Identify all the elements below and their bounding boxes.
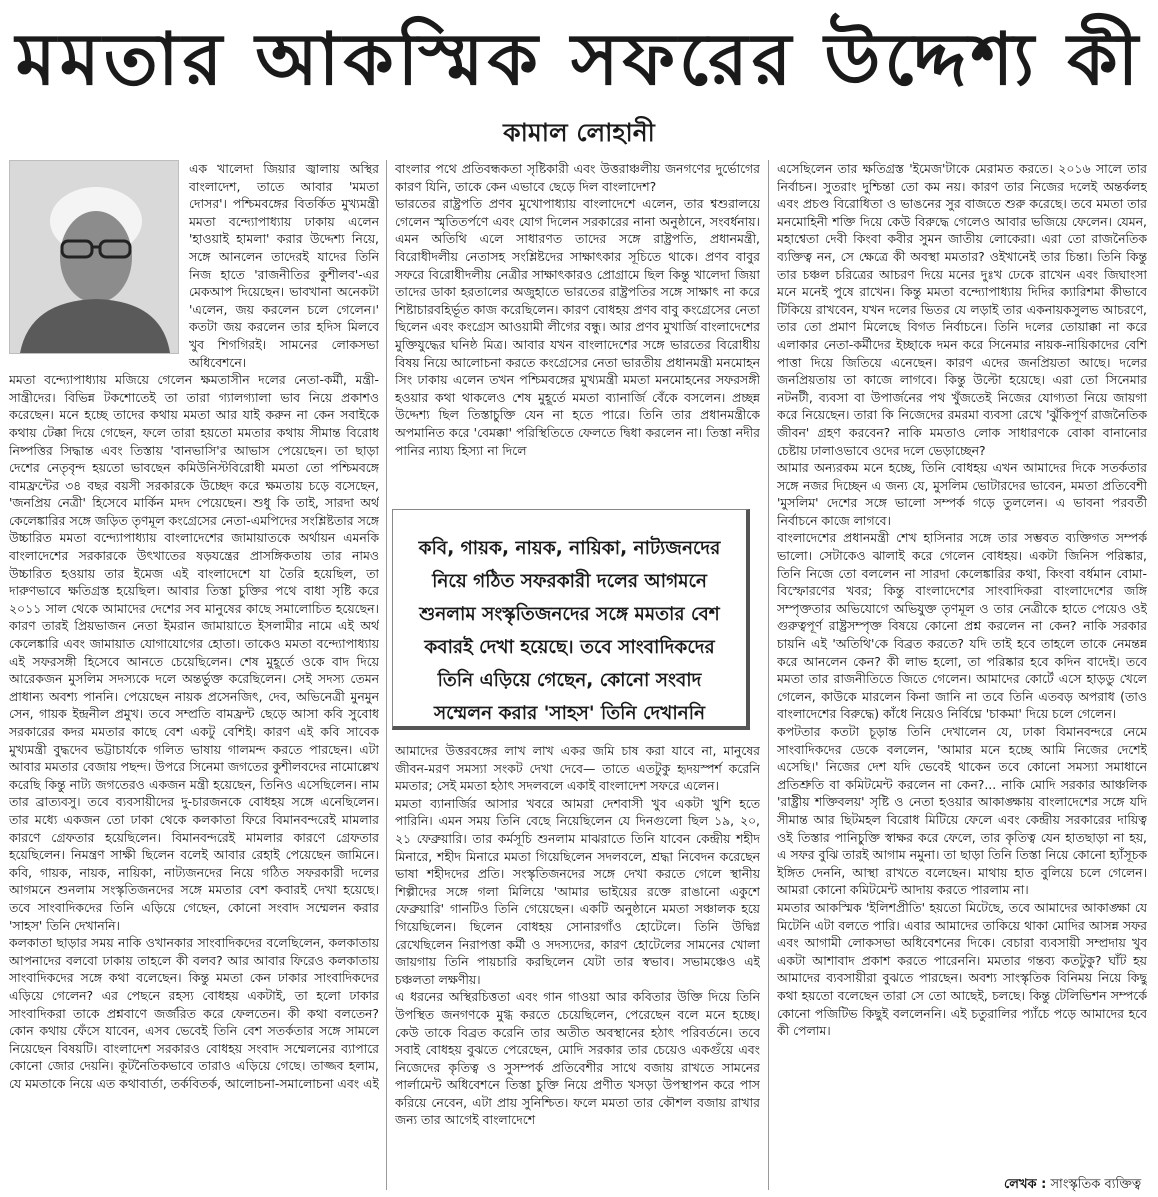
column-rule xyxy=(386,160,387,1190)
author-photo xyxy=(9,160,179,354)
paragraph: আমাদের উত্তরবঙ্গের লাখ লাখ একর জমি চাষ করা যাবে না, মানুষের জীবন-মরণ সমস্যা সংকট দেখা দেবে— তাতে এতটুকু হৃদয়স্পর্শ করেনি মমতার; সেই মমতা হঠাৎ সদলবলে একাই বাংলাদেশ সফরে এলেন। xyxy=(395,743,760,794)
pull-quote: কবি, গায়ক, নায়ক, নায়িকা, নাট্যজনদের নিয়ে গঠিত সফরকারী দলের আগমনে শুনলাম সংস্কৃতিজনদের সঙ্গে মমতার বেশ কবারই দেখা হয়েছে। তবে সাংবাদিকদের তিনি এড়িয়ে গেছেন, কোনো সংবাদ সম্মেলন করার 'সাহস' তিনি দেখাননি xyxy=(392,509,750,730)
author-portrait-icon xyxy=(10,161,178,353)
paragraph: মমতা বন্দ্যোপাধ্যায় মজিয়ে গেলেন ক্ষমতাসীন দলের নেতা-কর্মী, মন্ত্রী-সান্ত্রীদের। বিভিন্ন টকশোতেই তা তারা গ্যালগ্যালা ভাব নিয়ে প্রকাশও করেছেন। মনে হচ্ছে তাদের কথায় মমতা আর যাই করুন না কেন সবাইকে কথায় টেক্কা দিয়ে গেছেন, ফলে তারা হয়তো মমতার কথায় সীমান্ত বিরোধ নিষ্পত্তির সিদ্ধান্ত এবং তিস্তায় 'বানভাসি'র আভাস পেয়েছেন। তা ছাড়া দেশের নেতৃবৃন্দ হয়তো ভাবছেন কমিউনিস্টবিরোধী মমতা তো পশ্চিমবঙ্গে বামফ্রন্টের ৩৪ বছর বয়সী সরকারকে উচ্ছেদ করে ক্ষমতায় চড়ে বসেছেন, 'জনপ্রিয় নেত্রী' হিসেবে মার্কিন মদদ পেয়েছেন। শুধু কি তাই, সারদা অর্থ কেলেঙ্কারির সঙ্গে জড়িত তৃণমূল কংগ্রেসের নেতা-এমপিদের সংশ্লিষ্টতার সঙ্গে উচ্চারিত মমতা বন্দ্যোপাধ্যায় বাংলাদেশের জামায়াতকে অর্থায়ন এমনকি বাংলাদেশের সরকারকে উৎখাতের ষড়যন্ত্রের প্রাসঙ্গিকতায় তার নামও উচ্চারিত হওয়ায় তার ইমেজ এই বাংলাদেশে যা তৈরি হয়েছিল, তা দারুণভাবে ক্ষতিগ্রস্ত হয়েছিল। আবার তিস্তা চুক্তির পথে বাধা সৃষ্টি করে ২০১১ সাল থেকে আমাদের দেশের সব মানুষের কাছে সমালোচিত হয়েছেন। কারণ তারই প্রিয়ভাজন নেতা ইমরান জামায়াতে ইসলামীর নামে এই অর্থ কেলেঙ্কারি এবং জামায়াত যোগাযোগের হোতা। তাকেও মমতা বন্দ্যোপাধ্যায় এই সফরসঙ্গী হিসেবে আনতে চেয়েছিলেন। শেষ মুহূর্তে ওকে বাদ দিয়ে আরেকজন মুসলিম সদস্যকে দলে অন্তর্ভুক্ত করেছিলেন। সেই সদস্য তেমন প্রাধান্য অবশ্য পাননি। পেয়েছেন নায়ক প্রসেনজিৎ, দেব, অভিনেত্রী মুনমুন সেন, গায়ক ইন্দ্রনীল প্রমুখ। তবে সম্প্রতি বামফ্রন্ট ছেড়ে আসা কবি সুবোধ সরকারের কদর মমতার কাছে বেশ একটু বেশিই। কারণ এই কবি সাবেক মুখ্যমন্ত্রী বুদ্ধদেব ভট্টাচার্যকে গলিত ভাষায় গালমন্দ করতে পারছেন। এটা আবার মমতার বেজায় পছন্দ। উপরে সিনেমা জগতের কুশীলবদের নামোল্লেখ করেছি কিন্তু নাট্য জগতেরও একজন মন্ত্রী হয়েছেন, তিনিও এসেছিলেন। নাম তার ব্রাত্যবসু। তবে ব্যবসায়ীদের দু-চারজনকে বোধহয় সঙ্গে এনেছিলেন। তার মধ্যে একজন তো ঢাকা থেকে কলকাতা ফিরে বিমানবন্দরেই মামলার কারণে গ্রেফতার হয়েছিলেন। বিমানবন্দরেই মামলার কারণে গ্রেফতার হয়েছিলেন। নিমন্ত্রণ সাক্ষী ছিলেন বলেই আবার রেহাই পেয়েছেন জামিনে। কবি, গায়ক, নায়ক, নায়িকা, নাট্যজনদের নিয়ে গঠিত সফরকারী দলের আগমনে শুনলাম সংস্কৃতিজনদের সঙ্গে মমতার বেশ কবারই দেখা হয়েছে। তবে সাংবাদিকদের তিনি এড়িয়ে গেছেন, কোনো সংবাদ সম্মেলন করার 'সাহস' তিনি দেখাননি। xyxy=(9,372,379,933)
author-credit-label: লেখক : xyxy=(1004,1177,1047,1192)
paragraph: এ ধরনের অস্থিরচিত্ততা এবং গান গাওয়া আর কবিতার উক্তি দিয়ে তিনি উপস্থিত জনগণকে মুগ্ধ করতে চেয়েছিলেন, পেরেছেন বলে মনে হচ্ছে। কেউ তাকে বিব্রত করেনি তার অতীত অবস্থানের হঠাৎ পরিবর্তনে। তবে সবাই বোধহয় বুঝতে পেরেছেন, মোদি সরকার তার চেয়েও একগুঁয়ে এবং নিজেদের কৃতিত্ব ও সুসম্পর্ক প্রতিবেশীর সাথে বজায় রাখতে সামনের পার্লামেন্ট অধিবেশনে তিস্তা চুক্তি নিয়ে প্রণীত খসড়া উপস্থাপন করে পাস করিয়ে নেবেন, এটা প্রায় সুনিশ্চিত। ফলে মমতা তার কৌশল বজায় রাখার জন্য তার আগেই বাংলাদেশে xyxy=(395,989,760,1128)
paragraph: কপটতার কতটা চূড়ান্ত তিনি দেখালেন যে, ঢাকা বিমানবন্দরে নেমে সাংবাদিকদের ডেকে বললেন, 'আমার মনে হচ্ছে আমি নিজের দেশেই এসেছি।' নিজের দেশ যদি ভেবেই থাকেন তবে কোনো সমস্যা সমাধানে প্রতিশ্রুতি বা কমিটমেন্ট করলেন না কেন?... নাকি মোদি সরকার আঞ্চলিক 'রাষ্ট্রীয় শক্তিবলয়' সৃষ্টি ও নেতা হওয়ার আকাঙ্ক্ষায় বাংলাদেশের সঙ্গে যদি সীমান্ত আর ছিটমহল বিরোধ মিটিয়ে ফেলে এবং কেন্দ্রীয় সরকারের দায়িত্ব ওই তিস্তার পানিচুক্তি স্বাক্ষর করে ফেলে, তার কৃতিত্ব যেন হাতছাড়া না হয়, এ সফর বুঝি তারই আগাম নমুনা। তা ছাড়া তিনি তিস্তা নিয়ে কোনো হ্যাঁসূচক ইঙ্গিত দেননি, আস্থা রাখতে বলেছেন। মাথায় হাত বুলিয়ে চলে গেলেন। আমরা কোনো কমিটমেন্ট আদায় করতে পারলাম না। xyxy=(777,724,1147,898)
paragraph: মমতার আকস্মিক 'ইলিশপ্রীতি' হয়তো মিটেছে, তবে আমাদের আকাঙ্ক্ষা যে মিটেনি এটা বলতে পারি। এবার আমাদের তাকিয়ে থাকা মোদির আসন্ন সফর এবং আগামী লোকসভা অধিবেশনের দিকে। বেচারা ব্যবসায়ী সম্প্রদায় খুব একটা আশাবাদ প্রকাশ করতে পারেননি। মমতার গন্তব্য কতটুকু? ঘাঁট হয় আমাদের ব্যবসায়ীরা বুঝতে পারছেন। অবশ্য সাংস্কৃতিক বিনিময় নিয়ে কিছু কথা হয়তো বলেছেন তারা সে তো আছেই, চলছে। কিন্তু টেলিভিশন সম্পর্কে কোনো পজিটিভ কিছুই বললেননি। এই চতুরালির প্যাঁচে পড়ে আমাদের হবে কী পেলাম। xyxy=(777,899,1147,1039)
paragraph: বাংলাদেশের প্রধানমন্ত্রী শেখ হাসিনার সঙ্গে তার সম্ভবত ব্যক্তিগত সম্পর্ক ভালো। সেটাকেও ঝালাই করে গেলেন বোধহয়। একটা জিনিস পরিষ্কার, তিনি নিজে তো বললেন না সারদা কেলেঙ্কারির কথা, কিংবা বর্ধমান বোমা-বিস্ফোরণের খবর; কিন্তু বাংলাদেশের সাংবাদিকরা বাংলাদেশের জঙ্গি সম্পৃক্ততার অভিযোগে অভিযুক্ত তৃণমূল ও তার নেত্রীকে হাতে পেয়েও ওই গুরুত্বপূর্ণ রাষ্ট্রসম্পৃক্ত বিষয়ে কোনো প্রশ্ন করলেন না কেন? নাকি সরকার চায়নি এই 'অতিথি'কে বিব্রত করতে? যদি তাই হবে তাহলে তাকে নেমন্তন্ন করে আনলেন কেন? কী লাভ হলো, তা পরিষ্কার হবে কদিন বাদেই। তবে মমতা তার রাজনীতিতে জিতে গেলেন। আমাদের কোর্টে এসে হাড়ডু খেলে গেলেন, কাউকে মারলেন কিনা জানি না তবে তিনি এতবড় অপরাধ (তাও বাংলাদেশের বিরুদ্ধে) কাঁধে নিয়েও নির্বিঘ্নে 'চাকমা' দিয়ে চলে গেলেন। xyxy=(777,530,1147,722)
paragraph: মমতা ব্যানার্জির আসার খবরে আমরা দেশবাসী খুব একটা খুশি হতে পারিনি। এমন সময় তিনি বেছে নিয়েছিলেন যে দিনগুলো ছিল ১৯, ২০, ২১ ফেব্রুয়ারি। তার কর্মসূচি শুনলাম মাঝরাতে তিনি যাবেন কেন্দ্রীয় শহীদ মিনারে, শহীদ মিনারে মমতা গিয়েছিলেন সদলবলে, শ্রদ্ধা নিবেদন করেছেন ভাষা শহীদদের প্রতি। সংস্কৃতিজনদের সঙ্গে দেখা করতে গেলে স্থানীয় শিল্পীদের সঙ্গে গলা মিলিয়ে 'আমার ভাইয়ের রক্তে রাঙানো একুশে ফেব্রুয়ারি' গানটিও তিনি গেয়েছেন। একটি অনুষ্ঠানে মমতা সঞ্চালক হয়ে গিয়েছিলেন। ছিলেন বোধহয় সোনারগাঁও হোটেলে। তিনি উদ্বিগ্ন রেখেছিলেন নিরাপত্তা কর্মী ও সদস্যদের, কারণ হোটেলের সামনের খোলা জায়গায় তিনি পায়চারি করছিলেন যেটা তার স্বভাব। সভামঞ্চেও এই চঞ্চলতা লক্ষণীয়। xyxy=(395,795,760,987)
byline: কামাল লোহানী xyxy=(503,118,655,147)
headline: মমতার আকস্মিক সফরের উদ্দেশ্য কী xyxy=(15,17,1143,101)
paragraph: এসেছিলেন তার ক্ষতিগ্রস্ত 'ইমেজ'টাকে মেরামত করতে। ২০১৬ সালে তার নির্বাচন। সুতরাং দুশ্চিন্তা তো কম নয়। কারণ তার নিজের দলেই অন্তর্কলহ এবং প্রচণ্ড বিরোধিতা ও ভাঙনের সুর বাজতে শুরু করেছে। তবে মমতা তার মনমোহিনী শক্তি দিয়ে কেউ বিরুদ্ধে গেলেও আবার ভজিয়ে ফেলেন। যেমন, মহাশ্বেতা দেবী কিংবা কবীর সুমন জাতীয় লোকেরা। এরা তো রাজনৈতিক ব্যক্তিত্ব নন, সে ক্ষেত্রে কী অবস্থা মমতার? ওইখানেই তার চিন্তা। তিনি কিন্তু তার চঞ্চল চরিত্রের আচরণ দিয়ে মনের দুঃখ ঢেকে রাখেন এবং জিঘাংসা মনে মনেই পুষে রাখেন। কিন্তু মমতা বন্দ্যোপাধ্যায় দিদির ক্যারিশমা কীভাবে টিকিয়ে রাখবেন, যখন দলের ভিতর যে লড়াই তার একনায়কসুলভ আচরণে, তার তো প্রমাণ মিলেছে বিগত নির্বাচনে। তিনি দলের তোয়াক্কা না করে এলাকার নেতা-কর্মীদের ইচ্ছাকে দমন করে সিনেমার নায়ক-নায়িকাদের বেশি পাত্তা দিয়ে জিতিয়ে এনেছেন। কারণ এদের জনপ্রিয়তা আছে। দলের জনপ্রিয়তায় তা কাজে লাগবে। কিন্তু উল্টো হয়েছে। এরা তো সিনেমার নটনটী, ব্যবসা বা উপার্জনের পথ খুঁজতেই নিজের যোগ্যতা নিয়ে জায়গা করে নিয়েছেন। তারা কি নিজেদের রমরমা ব্যবসা রেখে 'ঝুঁকিপূর্ণ রাজনৈতিক জীবন' গ্রহণ করবেন? নাকি মমতাও লোক সাধারণকে বোকা বানানোর চেষ্টায় ঢালাওভাবে ওদের দলে ভেড়াচ্ছেন? xyxy=(777,161,1147,458)
paragraph: বাংলার পথে প্রতিবন্ধকতা সৃষ্টিকারী এবং উত্তরাঞ্চলীয় জনগণের দুর্ভোগের কারণ যিনি, তাকে কেন এভাবে ছেড়ে দিল বাংলাদেশ? xyxy=(395,161,760,194)
column-3 xyxy=(777,160,1147,1197)
column-1 xyxy=(9,160,379,1197)
paragraph: ভারতের রাষ্ট্রপতি প্রণব মুখোপাধ্যায় বাংলাদেশে এলেন, তার শ্বশুরালয়ে গেলেন স্মৃতিতর্পণে এবং যোগ দিলেন সরকারের নানা অনুষ্ঠানে, সংবর্ধনায়। এমন অতিথি এলে সাধারণত তাদের সঙ্গে রাষ্ট্রপতি, প্রধানমন্ত্রী, বিরোধীদলীয় নেতাসহ সংশ্লিষ্টদের সাক্ষাৎকার সূচিতে থাকে। প্রণব বাবুর সফরে বিরোধীদলীয় নেত্রীর সাক্ষাৎকারও প্রোগ্রামে ছিল কিন্তু খালেদা জিয়া তাদের ডাকা হরতালের অজুহাতে ভারতের রাষ্ট্রপতির সঙ্গে সাক্ষাৎ না করে শিষ্টাচারবহির্ভূত কাজ করেছিলেন। কারণ বোধহয় প্রণব বাবু কংগ্রেসের নেতা ছিলেন এবং কংগ্রেস আওয়ামী লীগের বন্ধু। আর প্রণব মুখার্জি বাংলাদেশের মুক্তিযুদ্ধের ঘনিষ্ঠ মিত্র। আবার যখন বাংলাদেশের সঙ্গে ভারতের বিরোধীয় বিষয় নিয়ে আলোচনা করতে কংগ্রেসের নেতা ভারতীয় প্রধানমন্ত্রী মনমোহন সিং ঢাকায় এলেন তখন পশ্চিমবঙ্গের মুখ্যমন্ত্রী মমতা মনমোহনের সফরসঙ্গী হওয়ার কথা থাকলেও শেষ মুহূর্তে মমতা ব্যানার্জি বেঁকে বসলেন। প্রচ্ছন্ন উদ্দেশ্য ছিল তিস্তাচুক্তি যেন না হতে পারে। তিনি তার প্রধানমন্ত্রীকে অপমানিত করে 'বেমক্কা' পরিস্থিতিতে ফেলতে দ্বিধা করলেন না। তিস্তা নদীর পানির ন্যায্য হিস্যা না দিলে xyxy=(395,196,760,458)
author-credit-desc: সাংস্কৃতিক ব্যক্তিত্ব xyxy=(1050,1177,1142,1192)
column-2-top xyxy=(395,160,760,498)
author-credit xyxy=(1000,1176,1141,1194)
column-2-bottom xyxy=(395,742,760,1197)
paragraph: আমার অন্যরকম মনে হচ্ছে, তিনি বোধহয় এখন আমাদের দিকে সতর্কতার সঙ্গে নজর দিচ্ছেন এ জন্য যে, মুসলিম ভোটারদের ভাবেন, মমতা প্রতিবেশী 'মুসলিম' দেশের সঙ্গে ভালো সম্পর্ক গড়ে তুললেন। এ ভাবনা পরবর্তী নির্বাচনে কাজে লাগবে। xyxy=(777,460,1147,528)
column-rule xyxy=(768,160,769,1190)
paragraph: কলকাতা ছাড়ার সময় নাকি ওখানকার সাংবাদিকদের বলেছিলেন, কলকাতায় আপনাদের বলবো ঢাকায় তাহলে কী বলব? আর আবার ফিরেও কলকাতায় সাংবাদিকদের সঙ্গে কথা বলেছেন। কিন্তু মমতা কেন ঢাকার সাংবাদিকদের এড়িয়ে গেলেন? এর পেছনে রহস্য বোধহয় একটাই, তা হলো ঢাকার সাংবাদিকরা তাকে প্রশ্নবাণে জর্জরিত করে ফেলতেন। কী কথা বলতেন? কোন কথায় ফেঁসে যাবেন, এসব ভেবেই তিনি বেশ সতর্কতার সঙ্গে সামলে নিয়েছেন বিষয়টি। বাংলাদেশ সরকারও বোধহয় সংবাদ সম্মেলনের ব্যাপারে কোনো জোর দেয়নি। কূটনৈতিকভাবে তারাও এড়িয়ে গেছে। তাজ্জব হলাম, যে মমতাকে নিয়ে এত কথাবার্তা, তর্কবিতর্ক, আলোচনা-সমালোচনা এবং এই xyxy=(9,935,379,1091)
paragraph: এক খালেদা জিয়ার জ্বালায় অস্থির বাংলাদেশ, তাতে আবার 'মমতা দোসর'। পশ্চিমবঙ্গের বিতর্কিত মুখ্যমন্ত্রী মমতা বন্দ্যোপাধ্যায় ঢাকায় এলেন 'হাওয়াই হামলা' করার উদ্দেশ্য নিয়ে, সঙ্গে আনলেন তাদেরই যাদের তিনি নিজ হাতে 'রাজনীতির কুশীলব'-এর মেকআপ দিয়েছেন। ভাবখানা অনেকটা 'এলেন, জয় করলেন চলে গেলেন।' কতটা জয় করলেন তার হদিস মিলবে খুব শিগগিরই। সামনের লোকসভা অধিবেশনে। xyxy=(189,161,379,370)
